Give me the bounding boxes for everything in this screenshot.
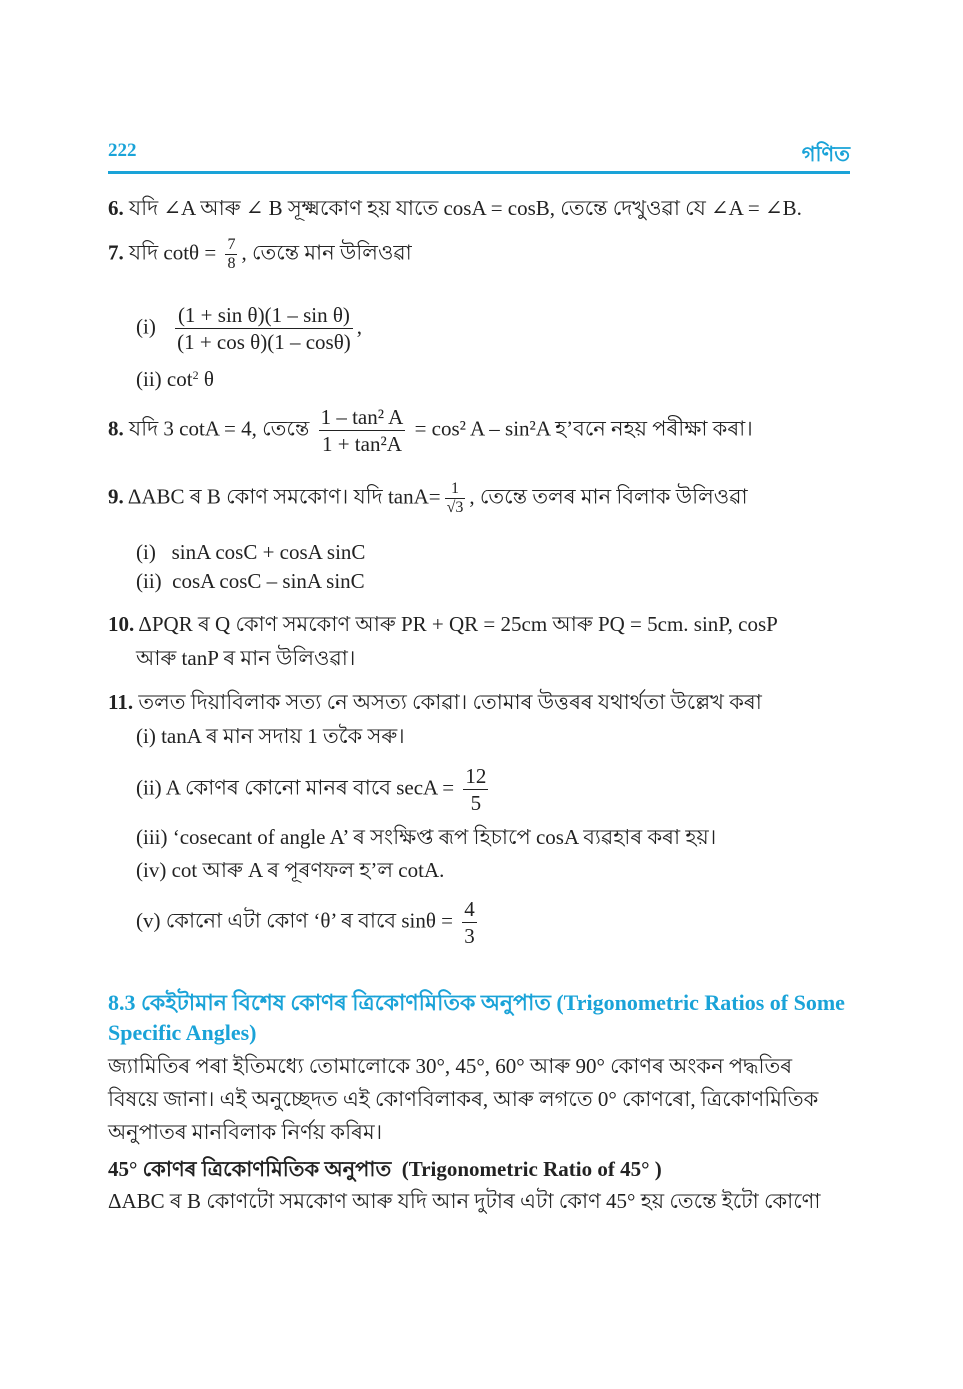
fraction — [463, 763, 488, 816]
question-11-part-i: (i) tanA ৰ মান সদায় 1 তকৈ সৰু। — [136, 724, 405, 748]
question-10-continued: আৰু tanP ৰ মান উলিওৱা। — [136, 646, 356, 670]
question-number: 8. — [108, 416, 124, 441]
question-lead: যদি 3 cotA = 4, তেন্তে — [129, 416, 310, 441]
fraction-denominator: 8 — [227, 255, 236, 272]
fraction — [225, 236, 237, 273]
part-lead: (ii) A কোণৰ কোনো মানৰ বাবে secA = — [136, 775, 455, 800]
fraction-denominator: 3 — [464, 924, 475, 948]
fraction — [319, 404, 406, 457]
question-tail: , তেন্তে তলৰ মান বিলাক উলিওৱা — [469, 484, 748, 509]
question-number: 10. — [108, 612, 135, 636]
chapter-title: গণিত — [801, 142, 850, 166]
question-number: 6. — [108, 196, 124, 220]
fraction-numerator: 4 — [464, 897, 475, 921]
fraction-numerator: 12 — [465, 764, 487, 788]
paragraph-line-last: ΔABC ৰ B কোণটো সমকোণ আৰু যদি আন দুটাৰ এটা কোণ 45° হয় তেন্তে ইটো কোণো — [108, 1189, 821, 1213]
section-heading-continued: Specific Angles) — [108, 1020, 257, 1045]
part-label: (i) — [136, 314, 156, 339]
section-paragraph — [108, 1050, 850, 1149]
fraction — [462, 896, 477, 949]
section-heading: 8.3 কেইটামান বিশেষ কোণৰ ত্ৰিকোণমিতিক অনুপাত (Trigonometric Ratios of Some — [108, 990, 845, 1015]
question-number: 11. — [108, 690, 134, 714]
fraction-numerator: 1 – tan² A — [320, 405, 404, 429]
question-9 — [108, 480, 748, 517]
part-lead: (v) কোনো এটা কোণ ‘θ’ ৰ বাবে sinθ = — [136, 908, 453, 933]
question-lead: যদি cotθ = — [129, 240, 217, 265]
part-text: (ii) $\cot^2 \theta$ — [136, 367, 214, 391]
header-divider — [108, 171, 850, 174]
fraction-denominator: 1 + tan²A — [321, 432, 402, 456]
question-text: যদি ∠A আৰু ∠ B সূক্ষ্মকোণ হয় যাতে cosA = cosB, তেন্তে দেখুওৱা যে ∠A = ∠B. — [129, 196, 802, 220]
question-7 — [108, 236, 412, 273]
fraction — [445, 480, 466, 517]
question-number: 9. — [108, 484, 124, 509]
paragraph-line: অনুপাতৰ মানবিলাক নিৰ্ণয় কৰিম। — [108, 1120, 383, 1144]
paragraph-line: বিষয়ে জানা। এই অনুচ্ছেদত এই কোণবিলাকৰ, আৰু লগতে 0° কোণৰো, ত্ৰিকোণমিতিক — [108, 1087, 819, 1111]
question-tail: , তেন্তে মান উলিওৱা — [241, 240, 412, 265]
question-11-part-v — [136, 896, 481, 949]
question-11-part-ii — [136, 763, 492, 816]
question-7-part-ii — [136, 366, 214, 392]
question-6 — [108, 195, 802, 221]
fraction — [175, 302, 353, 355]
question-text: ΔPQR ৰ Q কোণ সমকোণ আৰু PR + QR = 25cm আৰু PQ = 5cm. sinP, cosP — [138, 612, 778, 636]
question-11-part-iii: (iii) ‘cosecant of angle A’ ৰ সংক্ষিপ্ত ৰূপ হিচাপে cosA ব্যৱহাৰ কৰা হয়। — [136, 825, 717, 849]
question-10 — [108, 611, 778, 637]
question-9-part-i: (i) sinA cosC + cosA sinC — [136, 540, 366, 564]
paragraph-line: জ্যামিতিৰ পৰা ইতিমধ্যে তোমালোকে 30°, 45°, 60° আৰু 90° কোণৰ অংকন পদ্ধতিৰ — [108, 1054, 793, 1078]
fraction-numerator: 1 — [445, 480, 466, 499]
fraction-numerator: 7 — [227, 236, 236, 253]
question-11 — [108, 689, 762, 715]
fraction-denominator: 5 — [470, 791, 482, 815]
question-lead: ΔABC ৰ B কোণ সমকোণ। যদি tanA= — [127, 484, 441, 509]
part-tail: , — [356, 314, 362, 339]
question-9-part-ii: (ii) cosA cosC – sinA sinC — [136, 569, 365, 593]
question-number: 7. — [108, 240, 124, 265]
question-text: তলত দিয়াবিলাক সত্য নে অসত্য কোৱা। তোমাৰ উত্তৰৰ যথাৰ্থতা উল্লেখ কৰা — [138, 690, 762, 714]
fraction-denominator: (1 + cos θ)(1 – cosθ) — [177, 330, 351, 354]
question-8 — [108, 404, 753, 457]
page-number: 222 — [108, 140, 137, 161]
fraction-numerator: (1 + sin θ)(1 – sin θ) — [175, 302, 353, 329]
subheading-45-degree: 45° কোণৰ ত্ৰিকোণমিতিক অনুপাত (Trigonometric Ratio of 45° ) — [108, 1157, 662, 1181]
question-tail: = cos² A – sin²A হ’বনে নহয় পৰীক্ষা কৰা। — [414, 416, 753, 441]
question-11-part-iv: (iv) cot আৰু A ৰ পূৰণফল হ’ল cotA. — [136, 858, 445, 882]
question-7-part-i — [136, 302, 362, 355]
fraction-denominator: √3 — [446, 499, 464, 516]
